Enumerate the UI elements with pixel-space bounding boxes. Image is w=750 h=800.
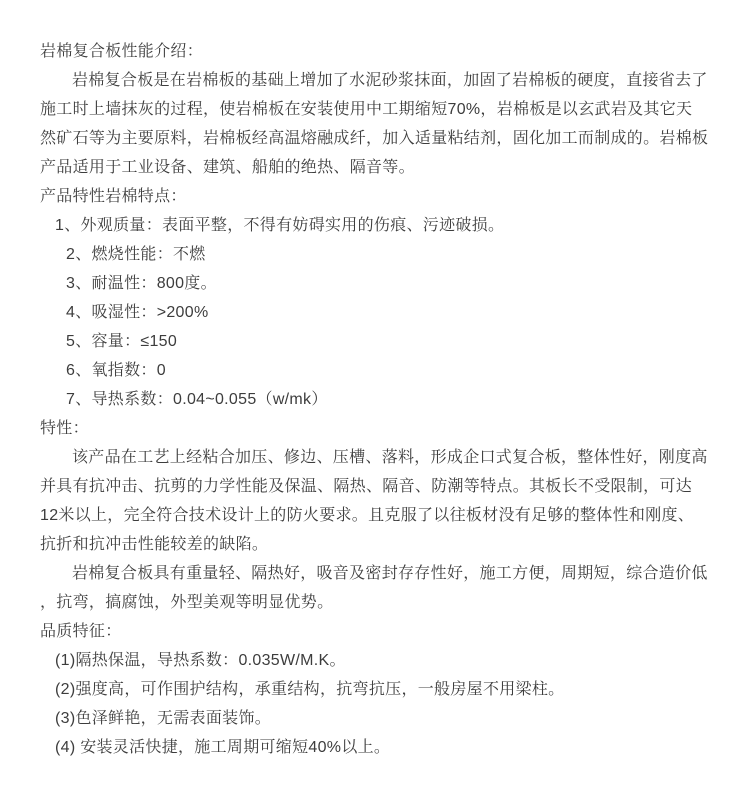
paragraph-line: 该产品在工艺上经粘合加压、修边、压槽、落料，形成企口式复合板，整体性好，刚度高 xyxy=(72,449,708,466)
paragraph-line: 岩棉复合板具有重量轻、隔热好，吸音及密封存存性好，施工方便，周期短，综合造价低 xyxy=(72,565,708,582)
quality-item-1: (1)隔热保温，导热系数：0.035W/M.K。 xyxy=(55,652,346,669)
list-item-5: 5、容量：≤150 xyxy=(66,333,178,350)
paragraph-line: 然矿石等为主要原料，岩棉板经高温熔融成纤，加入适量粘结剂，固化加工而制成的。岩棉板 xyxy=(40,130,709,147)
paragraph-line: 岩棉复合板是在岩棉板的基础上增加了水泥砂浆抹面，加固了岩棉板的硬度，直接省去了 xyxy=(72,72,708,89)
section-heading-intro: 岩棉复合板性能介绍： xyxy=(40,43,204,60)
paragraph-line: 12米以上，完全符合技术设计上的防火要求。且克服了以往板材没有足够的整体性和刚度、 xyxy=(40,507,695,524)
paragraph-line: 并具有抗冲击、抗剪的力学性能及保温、隔热、隔音、防潮等特点。其板长不受限制，可达 xyxy=(40,478,693,495)
quality-item-3: (3)色泽鲜艳，无需表面装饰。 xyxy=(55,710,272,727)
list-item-3: 3、耐温性：800度。 xyxy=(66,275,217,292)
list-item-7: 7、导热系数：0.04~0.055（w/mk） xyxy=(66,391,328,408)
document-content xyxy=(40,37,712,762)
section-heading-features: 产品特性岩棉特点： xyxy=(40,188,187,205)
list-item-6: 6、氧指数：0 xyxy=(66,362,166,379)
list-item-2: 2、燃烧性能：不燃 xyxy=(66,246,206,263)
paragraph-line: ，抗弯，搞腐蚀，外型美观等明显优势。 xyxy=(40,594,334,611)
list-item-1: 1、外观质量：表面平整，不得有妨碍实用的伤痕、污迹破损。 xyxy=(55,217,505,234)
paragraph-line: 施工时上墙抹灰的过程，使岩棉板在安装使用中工期缩短70%，岩棉板是以玄武岩及其它天 xyxy=(40,101,693,118)
paragraph-line: 产品适用于工业设备、建筑、船舶的绝热、隔音等。 xyxy=(40,159,415,176)
quality-item-2: (2)强度高，可作围护结构，承重结构，抗弯抗压，一般房屋不用梁柱。 xyxy=(55,681,565,698)
list-item-4: 4、吸湿性：>200% xyxy=(66,304,209,321)
paragraph-line: 抗折和抗冲击性能较差的缺陷。 xyxy=(40,536,269,553)
section-heading-traits: 特性： xyxy=(40,420,89,437)
quality-item-4: (4) 安装灵活快捷，施工周期可缩短40%以上。 xyxy=(55,739,391,756)
section-heading-quality: 品质特征： xyxy=(40,623,122,640)
